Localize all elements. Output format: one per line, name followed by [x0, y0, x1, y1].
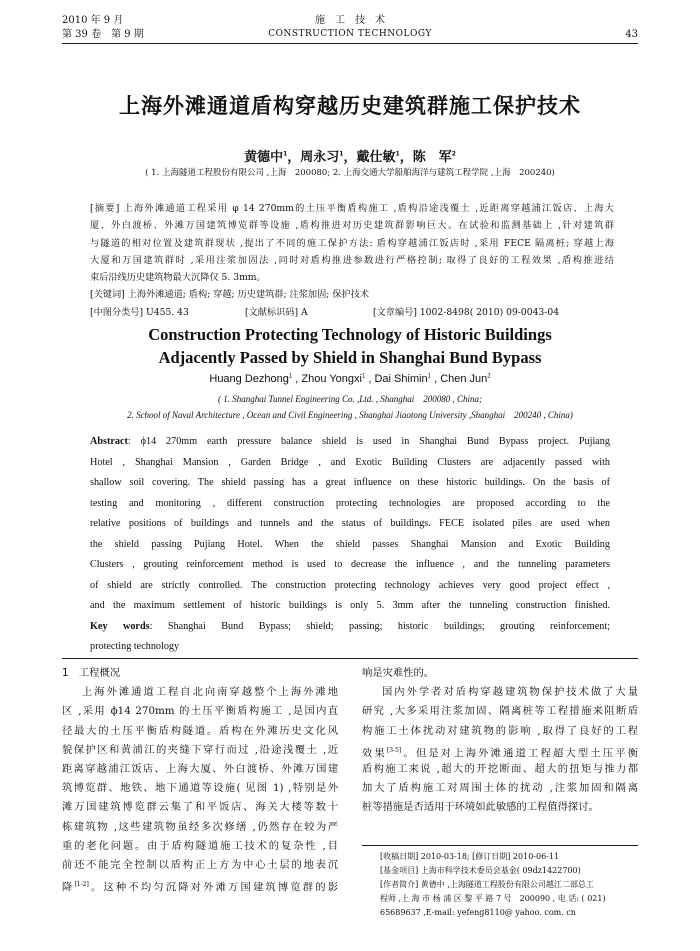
footnote-fund: [基金项目] 上海市科学技术委员会基金( 09dz1422700) [380, 866, 581, 875]
body-line: 筑博览群、地铁、地下通道等设施( 见图 1) ,特别是外 [62, 782, 338, 795]
body-line: 效果[3-5]。但是对上海外滩通道工程超大型土压平衡 [362, 746, 638, 760]
abstract-cn-line: 与隧道的相对位置及建筑群现状 ,提出了不同的施工保护方法: 盾构穿越浦江饭店时 ,采用 FECE 隔离桩; 穿越上海 [90, 237, 614, 249]
abstract-label: Abstract [90, 436, 128, 447]
keywords-cn: [关键词] 上海外滩通道; 盾构; 穿越; 历史建筑群; 注浆加固; 保护技术 [90, 289, 370, 301]
citation: [1-2] [74, 881, 89, 889]
body-line: 距离穿越浦江饭店、上海大厦、外白渡桥、外滩万国建 [62, 762, 338, 775]
abstract-en-line: Clusters , grouting reinforcement method is used to decrease the influence , and the tunneling parameters [90, 559, 610, 570]
author-en-3: Dai Shimin [374, 373, 428, 385]
author-cn-4: 陈 军 [412, 150, 452, 165]
abstract-en-line: shallow soil covering. The shield passing has a great influence on these historic buildings. On the basis of [90, 477, 610, 488]
keywords-label: Key words [90, 620, 150, 632]
abstract-cn-line: 束后沿线历史建筑物最大沉降仅 5. 3mm。 [90, 272, 266, 284]
body-line: 区 ,采用 ϕ14 270mm 的土压平衡盾构施工 ,是国内直 [62, 705, 338, 718]
footnote-author: 程师 ,上 海 市 杨 浦 区 黎 平 路 7 号 200090 , 电 话: ( 021) [380, 894, 606, 903]
body-line: 研究 ,大多采用注浆加固、隔离桩等工程措施来阻断盾 [362, 705, 638, 718]
author-cn-3: 戴仕敏 [356, 150, 396, 165]
article-number: [文章编号] 1002-8498( 2010) 09-0043-04 [373, 306, 560, 318]
section-heading: 1 工程概况 [62, 667, 121, 679]
body-line: 降[1-2]。这种不均匀沉降对外滩万国建筑博览群的影 [62, 881, 338, 894]
authors-en: Huang Dezhong$^1$ , Zhou Yongxi$^1$ , Dai Shimin$^1$ , Chen Jun$^2$ [209, 373, 491, 385]
author-en-4: Chen Jun [440, 373, 488, 385]
body-line: 栋建筑物 ,这些建筑物虽经多次修缮 ,仍然存在较为严 [62, 820, 338, 833]
abstract-en-line: relative positions of buildings and tunnels and the status of buildings. FECE isolated piles are used when [90, 518, 610, 529]
keywords-en-line2: protecting technology [90, 641, 180, 652]
keywords-en-line: Key words: Shanghai Bund Bypass; shield; passing; historic buildings; grouting reinforcement; [90, 620, 610, 632]
author-cn-2: 周永习 [300, 150, 340, 165]
title-en-line2: Adjacently Passed by Shield in Shanghai Bund Bypass [158, 348, 542, 367]
abstract-cn [90, 200, 614, 321]
clc-number: [中图分类号] U455. 43 [90, 306, 189, 318]
title-en-line1: Construction Protecting Technology of Historic Buildings [148, 325, 552, 344]
page-number: 43 [625, 29, 638, 40]
footnote-author: [作者简介] 黄德中 ,上海隧道工程股份有限公司越江二部总工 [380, 880, 594, 889]
right-column [362, 664, 638, 818]
title-cn: 上海外滩通道盾构穿越历史建筑群施工保护技术 [119, 94, 581, 118]
author-en-2: Zhou Yongxi [301, 373, 362, 385]
abstract-cn-line: 大厦和万国建筑群时 ,采用注浆加固法 ,同时对盾构推进参数进行严格控制; 取得了良好的工程效果 ,盾构推进结 [90, 254, 614, 266]
body-line: 上海外滩通道工程自北向南穿越整个上海外滩地 [82, 686, 338, 699]
footnote-author: 65689637 ,E-mail: yefeng8110@ yahoo. com. cn [380, 908, 576, 917]
abstract-en-line: Abstract: ϕ14 270mm earth pressure balance shield is used in Shanghai Bund Bypass project. Pujiang [90, 436, 610, 447]
abstract-en-line: Hotel , Shanghai Mansion , Garden Bridge , and Exotic Building Clusters are adjacently passed with [90, 456, 610, 468]
header-journal-en: CONSTRUCTION TECHNOLOGY [268, 29, 432, 39]
header-volume: 第 39 卷 第 9 期 [62, 29, 144, 40]
abstract-cn-line: [摘要] 上海外滩通道工程采用 φ 14 270mm的土压平衡盾构施工 ,盾构沿途浅覆土 ,近距离穿越浦江饭店、上海大 [90, 203, 614, 214]
body-line: 径最大的土压平衡盾构隧道。盾构在外滩历史文化风 [62, 724, 338, 737]
affiliation-en-2: 2. School of Naval Architecture , Ocean and Civil Engineering , Shanghai Jiaotong University ,Shanghai 200240 , China) [127, 410, 573, 420]
body-line: 貌保护区和黄浦江的夹缝下穿行而过 ,沿途浅覆土 ,近 [62, 743, 338, 756]
body-line: 桩等措施是否适用于环境如此敏感的工程值得探讨。 [362, 801, 599, 814]
footnote-rule [362, 845, 638, 846]
body-line: 加大了盾构施工对周围土体的扰动 ,注浆加固和隔离 [362, 782, 638, 795]
classification-row [90, 304, 614, 321]
body-line: 响是灾难性的。 [362, 667, 435, 679]
affiliation-cn: ( 1. 上海隧道工程股份有限公司 ,上海 200080; 2. 上海交通大学船舶海洋与建筑工程学院 ,上海 200240) [145, 168, 555, 178]
body-line: 国内外学者对盾构穿越建筑物保护技术做了大量 [382, 686, 638, 699]
title-en [0, 323, 700, 369]
header-rule [62, 43, 638, 44]
header-journal-cn: 施 工 技 术 [315, 15, 385, 26]
author-en-1: Huang Dezhong [209, 373, 289, 385]
section-divider [62, 658, 638, 659]
left-column [62, 664, 338, 894]
body-line: 滩万国建筑博览群云集了和平饭店、海关大楼等数十 [62, 801, 338, 814]
authors-cn: 黄德中$^1$，周永习$^1$，戴仕敏$^1$，陈 军$^2$ [244, 150, 456, 165]
header-date: 2010 年 9 月 [62, 15, 124, 26]
footnote-received: [收稿日期] 2010-03-18; [修订日期] 2010-06-11 [380, 852, 560, 861]
body-line: 盾构施工来说 ,超大的开挖断面、超大的扭矩与推力都 [362, 762, 638, 775]
citation: [3-5] [386, 746, 402, 754]
abstract-en-line: the shield passing Pujiang Hotel. When the shield passes Shanghai Mansion and Exotic Building [90, 538, 610, 550]
abstract-en [90, 432, 610, 658]
footnote [380, 850, 638, 920]
doc-code: [文献标识码] A [245, 306, 308, 318]
abstract-en-line: testing and monitoring , different construction protecting technologies are proposed according to the [90, 497, 610, 509]
body-line: 重的老化问题。由于盾构隧道施工技术的复杂性 ,目 [62, 839, 338, 852]
abstract-en-line: and the maximum settlement of historic buildings is only 5. 3mm after the tunneling construction finished. [90, 600, 610, 611]
affiliation-en-1: ( 1. Shanghai Tunnel Engineering Co. ,Ltd. , Shanghai 200080 , China; [217, 394, 482, 404]
abstract-cn-line: 厦、外白渡桥、外滩万国建筑博览群等设施 ,盾构推进对历史建筑群影响巨大。在试验和监测基础上 ,针对建筑群 [90, 220, 614, 232]
body-line: 构施工土体扰动对建筑物的影响 ,取得了良好的工程 [362, 724, 638, 737]
author-cn-1: 黄德中 [244, 150, 284, 165]
body-line: 前还不能完全控制以盾构正上方为中心土层的地表沉 [62, 858, 338, 871]
abstract-en-line: of shield are strictly controlled. The construction protecting technology achieves very good project effect , [90, 579, 610, 591]
